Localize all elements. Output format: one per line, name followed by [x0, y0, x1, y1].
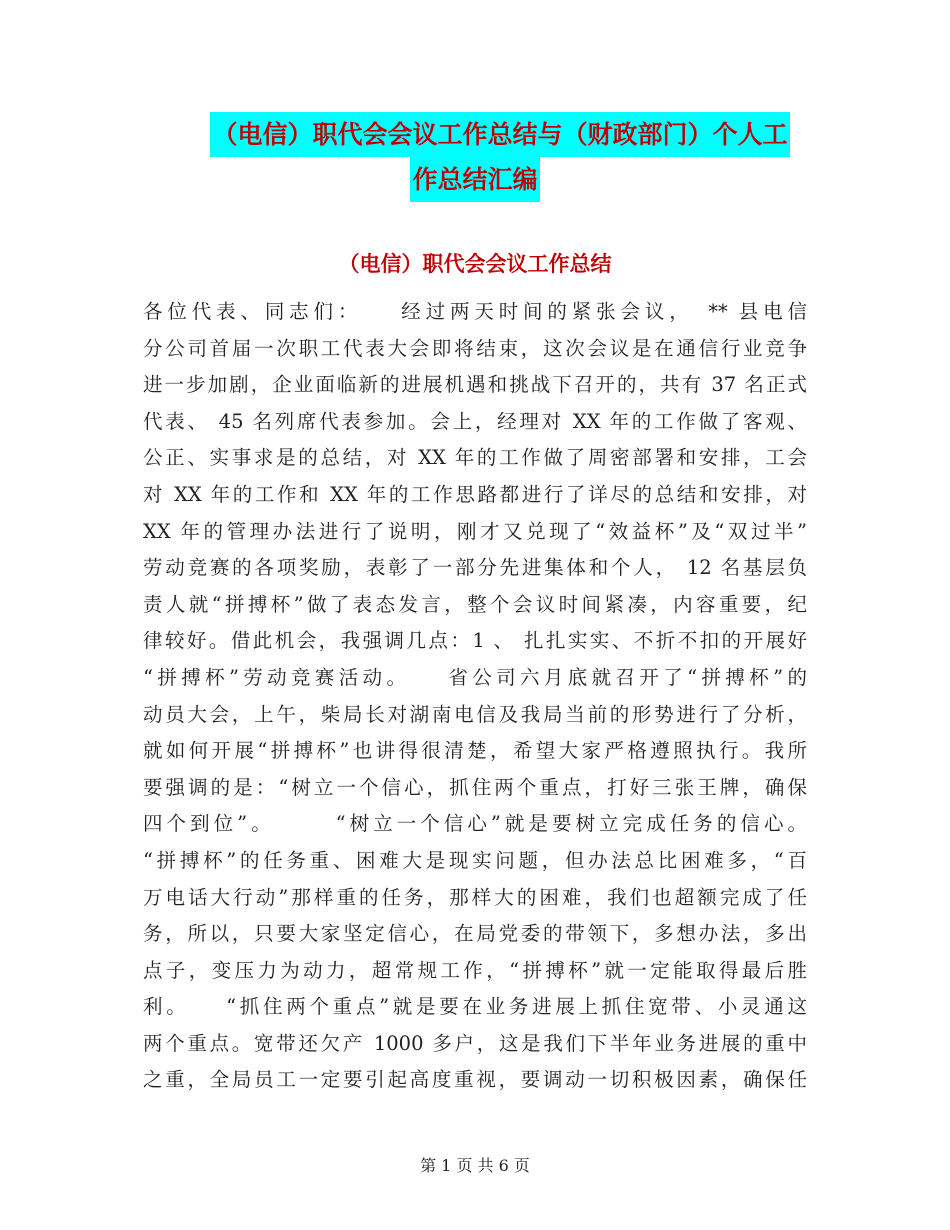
- body-line: XX 年的管理办法进行了说明，刚才又兑现了“效益杯”及“双过半”: [143, 519, 807, 543]
- body-line: 点子，变压力为动力，超常规工作，“拼搏杯”就一定能取得最后胜: [143, 958, 807, 982]
- body-line: 之重，全局员工一定要引起高度重视，要调动一切积极因素，确保任: [143, 1068, 807, 1092]
- section-heading: （电信）职代会会议工作总结: [338, 252, 612, 276]
- body-line: 进一步加剧，企业面临新的进展机遇和挑战下召开的，共有 37 名正式: [143, 373, 807, 397]
- body-line: 律较好。借此机会，我强调几点：1 、 扎扎实实、不折不扣的开展好: [143, 629, 807, 653]
- page-footer: 第 1 页 共 6 页: [420, 1156, 530, 1175]
- document-title-line-2: 作总结汇编: [410, 157, 539, 202]
- body-line: 利。 “抓住两个重点”就是要在业务进展上抓住宽带、小灵通这: [143, 995, 807, 1019]
- body-line: 四个到位”。 “树立一个信心”就是要树立完成任务的信心。: [143, 812, 807, 836]
- body-line: 就如何开展“拼搏杯”也讲得很清楚，希望大家严格遵照执行。我所: [143, 739, 807, 763]
- body-line: 两个重点。宽带还欠产 1000 多户，这是我们下半年业务进展的重中: [143, 1031, 807, 1055]
- document-title: [0, 112, 950, 202]
- body-line: 代表、 45 名列席代表参加。会上，经理对 XX 年的工作做了客观、: [143, 409, 807, 433]
- body-line: “拼搏杯”的任务重、困难大是现实问题，但办法总比困难多，“百: [143, 848, 807, 872]
- document-title-line-1: （电信）职代会会议工作总结与（财政部门）个人工: [210, 112, 789, 157]
- body-line: 分公司首届一次职工代表大会即将结束，这次会议是在通信行业竞争: [143, 336, 807, 360]
- body-line: 各位代表、同志们： 经过两天时间的紧张会议， ** 县电信: [143, 300, 807, 323]
- body-text: [143, 294, 807, 1099]
- body-line: 责人就“拼搏杯”做了表态发言，整个会议时间紧凑，内容重要，纪: [143, 592, 807, 616]
- body-line: 劳动竞赛的各项奖励，表彰了一部分先进集体和个人， 12 名基层负: [143, 556, 807, 580]
- body-line: 要强调的是：“树立一个信心，抓住两个重点，打好三张王牌，确保: [143, 775, 807, 799]
- body-line: 万电话大行动”那样重的任务，那样大的困难，我们也超额完成了任: [143, 885, 807, 909]
- body-line: “拼搏杯”劳动竞赛活动。 省公司六月底就召开了“拼搏杯”的: [143, 665, 807, 689]
- body-line: 动员大会，上午，柴局长对湖南电信及我局当前的形势进行了分析，: [143, 702, 807, 726]
- body-line: 对 XX 年的工作和 XX 年的工作思路都进行了详尽的总结和安排，对: [143, 482, 807, 506]
- body-line: 公正、实事求是的总结，对 XX 年的工作做了周密部署和安排，工会: [143, 446, 807, 470]
- body-line: 务，所以，只要大家坚定信心，在局党委的带领下，多想办法，多出: [143, 922, 807, 946]
